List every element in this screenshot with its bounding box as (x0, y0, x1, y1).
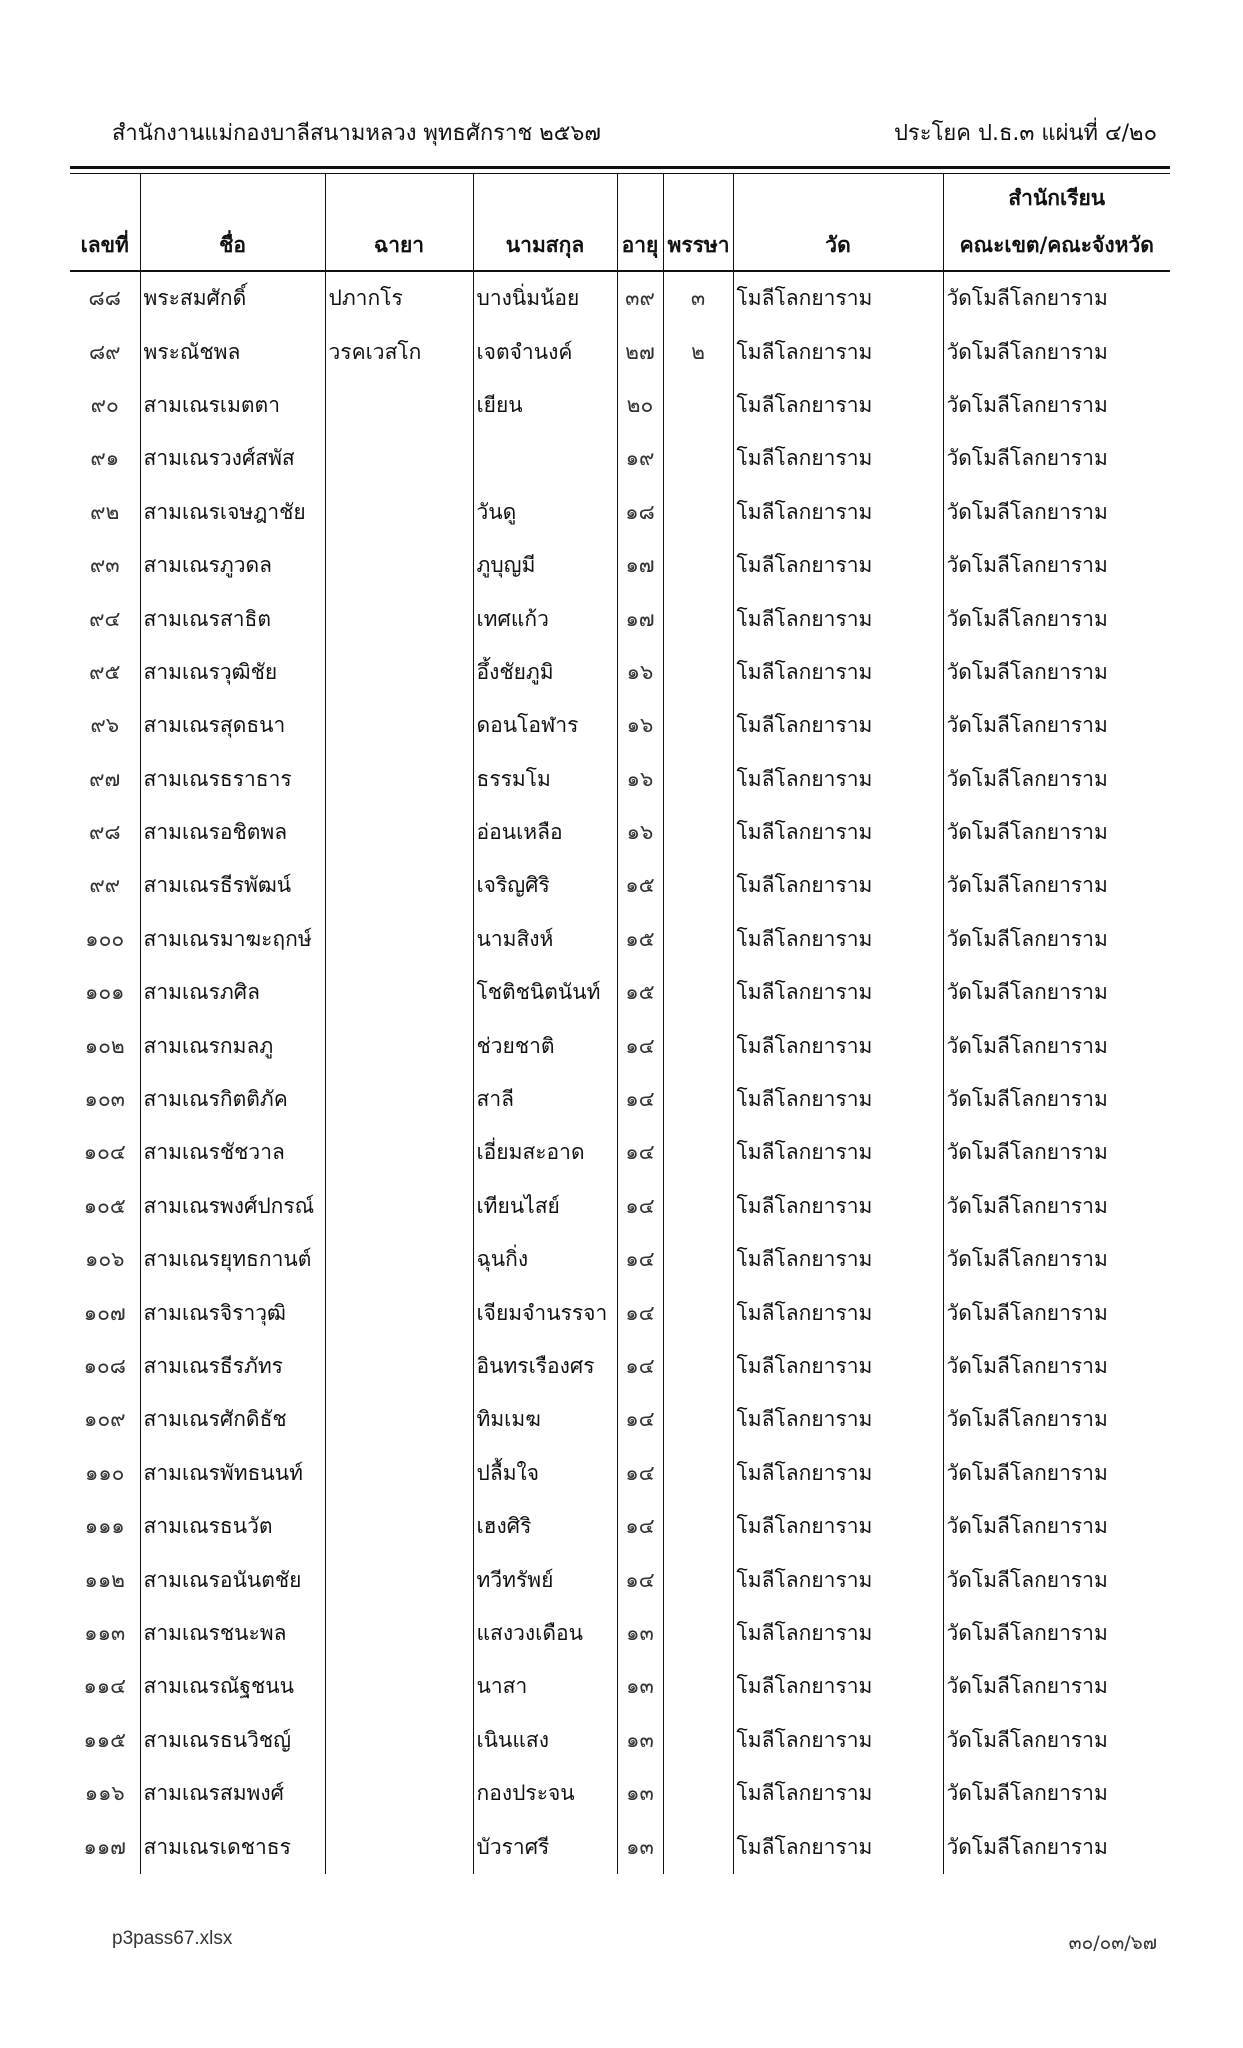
cell-school: วัดโมลีโลกยาราม (943, 646, 1170, 699)
cell-surname: ทิมเมฆ (473, 1393, 617, 1446)
cell-school: วัดโมลีโลกยาราม (943, 806, 1170, 859)
table-row (70, 592, 1170, 645)
cell-name: สามเณรชนะพล (140, 1607, 325, 1660)
col-header-no: เลขที่ (70, 174, 140, 272)
cell-age: ๑๓ (617, 1607, 663, 1660)
header-page-info: ประโยค ป.ธ.๓ แผ่นที่ ๔/๒๐ (893, 121, 1157, 146)
cell-no: ๑๐๙ (83, 1407, 126, 1432)
cell-surname: เจียมจำนรรจา (473, 1286, 617, 1339)
table-row (70, 539, 1170, 592)
cell-school: วัดโมลีโลกยาราม (943, 966, 1170, 1019)
cell-name: พระณัชพล (140, 325, 325, 378)
cell-pansa (663, 859, 733, 912)
cell-school: วัดโมลีโลกยาราม (943, 1714, 1170, 1767)
cell-age: ๑๖ (617, 806, 663, 859)
cell-name: สามเณรยุทธกานต์ (140, 1233, 325, 1286)
cell-wat: โมลีโลกยาราม (733, 1714, 943, 1767)
table-row (70, 1126, 1170, 1179)
table-row (70, 1607, 1170, 1660)
cell-no: ๑๑๓ (84, 1620, 126, 1645)
cell-wat: โมลีโลกยาราม (733, 271, 943, 325)
cell-school: วัดโมลีโลกยาราม (943, 379, 1170, 432)
table-row (70, 859, 1170, 912)
cell-wat: โมลีโลกยาราม (733, 1500, 943, 1553)
cell-chaya (325, 1233, 473, 1286)
cell-age: ๑๓ (617, 1767, 663, 1820)
cell-wat: โมลีโลกยาราม (733, 1447, 943, 1500)
footer-date: ๓๐/๐๓/๖๗ (1068, 1932, 1157, 1954)
cell-no: ๑๐๔ (83, 1140, 126, 1165)
cell-school: วัดโมลีโลกยาราม (943, 699, 1170, 752)
table-row (70, 1180, 1170, 1233)
cell-surname: วันดู (473, 486, 617, 539)
cell-school: วัดโมลีโลกยาราม (943, 1019, 1170, 1072)
cell-pansa: ๒ (663, 325, 733, 378)
cell-school: วัดโมลีโลกยาราม (943, 486, 1170, 539)
cell-wat: โมลีโลกยาราม (733, 1660, 943, 1713)
table-row (70, 1073, 1170, 1126)
cell-surname: ฉุนกิ่ง (473, 1233, 617, 1286)
cell-name: สามเณรภศิล (140, 966, 325, 1019)
cell-surname: เอี่ยมสะอาด (473, 1126, 617, 1179)
table-row (70, 1019, 1170, 1072)
table-row (70, 1233, 1170, 1286)
cell-school: วัดโมลีโลกยาราม (943, 1073, 1170, 1126)
cell-surname: โชติชนิตนันท์ (473, 966, 617, 1019)
cell-school: วัดโมลีโลกยาราม (943, 1286, 1170, 1339)
cell-no: ๑๐๕ (83, 1193, 126, 1218)
cell-chaya (325, 1340, 473, 1393)
cell-wat: โมลีโลกยาราม (733, 1340, 943, 1393)
cell-no: ๑๑๒ (84, 1567, 125, 1592)
col-header-age: อายุ (617, 174, 663, 272)
cell-school: วัดโมลีโลกยาราม (943, 753, 1170, 806)
cell-chaya (325, 753, 473, 806)
cell-age: ๑๔ (617, 1393, 663, 1446)
cell-school: วัดโมลีโลกยาราม (943, 1393, 1170, 1446)
cell-chaya (325, 859, 473, 912)
cell-no: ๙๔ (89, 606, 121, 631)
cell-name: สามเณรวงศ์สพัส (140, 432, 325, 485)
table-row (70, 1553, 1170, 1606)
cell-pansa (663, 1073, 733, 1126)
table-row (70, 1393, 1170, 1446)
cell-no: ๙๓ (89, 553, 120, 578)
cell-name: สามเณรธราธาร (140, 753, 325, 806)
cell-name: สามเณรเดชาธร (140, 1820, 325, 1873)
cell-surname: เจริญศิริ (473, 859, 617, 912)
cell-chaya (325, 432, 473, 485)
cell-chaya (325, 966, 473, 1019)
cell-age: ๑๙ (617, 432, 663, 485)
cell-name: สามเณรกิตติภัค (140, 1073, 325, 1126)
cell-age: ๑๔ (617, 1340, 663, 1393)
cell-no: ๙๘ (88, 820, 121, 845)
cell-wat: โมลีโลกยาราม (733, 539, 943, 592)
cell-no: ๑๐๘ (83, 1354, 126, 1378)
cell-no: ๑๐๐ (85, 926, 125, 951)
col-header-school-line1: สำนักเรียน (1008, 186, 1106, 210)
cell-no: ๙๐ (90, 392, 119, 417)
cell-surname: ช่วยชาติ (473, 1019, 617, 1072)
header-office-title: สำนักงานแม่กองบาลีสนามหลวง พุทธศักราช ๒๕๖๗ (112, 121, 601, 146)
cell-no: ๙๒ (90, 499, 120, 524)
table-header-row (70, 174, 1170, 272)
cell-no: ๑๑๑ (84, 1514, 125, 1539)
cell-pansa (663, 806, 733, 859)
cell-surname: ภูบุญมี (473, 539, 617, 592)
cell-surname: แสงวงเดือน (473, 1607, 617, 1660)
cell-age: ๑๔ (617, 1073, 663, 1126)
cell-age: ๓๙ (617, 271, 663, 325)
cell-no: ๙๕ (89, 659, 121, 684)
cell-no: ๑๑๗ (83, 1834, 126, 1859)
cell-chaya (325, 1393, 473, 1446)
cell-age: ๑๔ (617, 1019, 663, 1072)
cell-school: วัดโมลีโลกยาราม (943, 539, 1170, 592)
cell-school: วัดโมลีโลกยาราม (943, 1500, 1170, 1553)
cell-age: ๑๔ (617, 1500, 663, 1553)
cell-surname: เทศแก้ว (473, 592, 617, 645)
cell-wat: โมลีโลกยาราม (733, 1286, 943, 1339)
cell-no: ๘๘ (88, 286, 121, 311)
cell-age: ๒๗ (617, 325, 663, 378)
cell-age: ๑๔ (617, 1447, 663, 1500)
cell-surname: เฮงศิริ (473, 1500, 617, 1553)
cell-wat: โมลีโลกยาราม (733, 1233, 943, 1286)
col-header-pansa: พรรษา (663, 174, 733, 272)
cell-name: สามเณรภูวดล (140, 539, 325, 592)
cell-pansa (663, 592, 733, 645)
cell-name: สามเณรเจษฎาชัย (140, 486, 325, 539)
cell-chaya (325, 1126, 473, 1179)
cell-wat: โมลีโลกยาราม (733, 1019, 943, 1072)
cell-pansa (663, 1447, 733, 1500)
cell-chaya (325, 913, 473, 966)
col-header-school (943, 174, 1170, 272)
cell-no: ๙๗ (89, 766, 121, 791)
col-header-school-line2: คณะเขต/คณะจังหวัด (959, 233, 1154, 257)
cell-wat: โมลีโลกยาราม (733, 1393, 943, 1446)
cell-name: พระสมศักดิ์ (140, 271, 325, 325)
cell-name: สามเณรธีรพัฒน์ (140, 859, 325, 912)
cell-age: ๑๖ (617, 753, 663, 806)
results-table (70, 166, 1170, 1874)
cell-age: ๑๗ (617, 592, 663, 645)
table-row (70, 1447, 1170, 1500)
cell-no: ๙๑ (90, 446, 120, 471)
cell-name: สามเณรวุฒิชัย (140, 646, 325, 699)
cell-name: สามเณรมาฆะฤกษ์ (140, 913, 325, 966)
cell-no: ๑๑๖ (84, 1781, 125, 1806)
cell-no: ๑๑๔ (83, 1674, 127, 1699)
cell-chaya (325, 1767, 473, 1820)
table-row (70, 753, 1170, 806)
cell-surname: อินทรเรืองศร (473, 1340, 617, 1393)
cell-surname: บางนิ่มน้อย (473, 271, 617, 325)
cell-wat: โมลีโลกยาราม (733, 913, 943, 966)
cell-surname: อ่อนเหลือ (473, 806, 617, 859)
cell-chaya (325, 1714, 473, 1767)
table-row (70, 379, 1170, 432)
cell-school: วัดโมลีโลกยาราม (943, 1607, 1170, 1660)
cell-surname: ปลื้มใจ (473, 1447, 617, 1500)
table-row (70, 646, 1170, 699)
col-header-surname: นามสกุล (473, 174, 617, 272)
cell-age: ๑๔ (617, 1126, 663, 1179)
table-row (70, 1767, 1170, 1820)
cell-surname: เจตจำนงค์ (473, 325, 617, 378)
table-row (70, 1714, 1170, 1767)
cell-pansa (663, 699, 733, 752)
cell-pansa (663, 1607, 733, 1660)
cell-age: ๑๔ (617, 1286, 663, 1339)
cell-school: วัดโมลีโลกยาราม (943, 1767, 1170, 1820)
cell-surname: นามสิงห์ (473, 913, 617, 966)
cell-pansa (663, 1340, 733, 1393)
cell-no: ๑๑๐ (85, 1460, 125, 1485)
cell-age: ๑๕ (617, 859, 663, 912)
cell-no: ๑๐๗ (83, 1300, 126, 1325)
cell-pansa (663, 1500, 733, 1553)
cell-wat: โมลีโลกยาราม (733, 1820, 943, 1873)
cell-chaya (325, 379, 473, 432)
cell-name: สามเณรพงศ์ปกรณ์ (140, 1180, 325, 1233)
cell-name: สามเณรสมพงศ์ (140, 1767, 325, 1820)
footer-filename: p3pass67.xlsx (112, 1928, 233, 1949)
cell-pansa (663, 913, 733, 966)
cell-age: ๑๕ (617, 913, 663, 966)
cell-age: ๑๖ (617, 646, 663, 699)
table-row (70, 699, 1170, 752)
cell-chaya (325, 1286, 473, 1339)
cell-wat: โมลีโลกยาราม (733, 699, 943, 752)
cell-no: ๑๐๓ (84, 1087, 125, 1112)
cell-wat: โมลีโลกยาราม (733, 379, 943, 432)
cell-surname: ดอนโอฬาร (473, 699, 617, 752)
cell-surname: เยียน (473, 379, 617, 432)
cell-chaya (325, 1447, 473, 1500)
cell-school: วัดโมลีโลกยาราม (943, 859, 1170, 912)
cell-pansa (663, 1393, 733, 1446)
col-header-name: ชื่อ (140, 174, 325, 272)
cell-wat: โมลีโลกยาราม (733, 1553, 943, 1606)
table-row (70, 806, 1170, 859)
col-header-wat: วัด (733, 174, 943, 272)
cell-school: วัดโมลีโลกยาราม (943, 1126, 1170, 1179)
cell-pansa: ๓ (663, 271, 733, 325)
cell-pansa (663, 432, 733, 485)
cell-no: ๙๖ (90, 713, 120, 738)
table-row (70, 432, 1170, 485)
cell-chaya (325, 1019, 473, 1072)
table-row (70, 913, 1170, 966)
cell-surname: เทียนไสย์ (473, 1180, 617, 1233)
cell-no: ๑๐๖ (85, 1247, 125, 1272)
cell-chaya (325, 1660, 473, 1713)
cell-pansa (663, 1820, 733, 1873)
cell-name: สามเณรจิราวุฒิ (140, 1286, 325, 1339)
cell-pansa (663, 1714, 733, 1767)
cell-school: วัดโมลีโลกยาราม (943, 592, 1170, 645)
cell-pansa (663, 1233, 733, 1286)
cell-no: ๙๙ (89, 873, 121, 898)
table-row (70, 1820, 1170, 1873)
cell-wat: โมลีโลกยาราม (733, 486, 943, 539)
cell-wat: โมลีโลกยาราม (733, 1180, 943, 1233)
cell-chaya (325, 646, 473, 699)
cell-wat: โมลีโลกยาราม (733, 592, 943, 645)
cell-chaya (325, 699, 473, 752)
cell-school: วัดโมลีโลกยาราม (943, 325, 1170, 378)
cell-wat: โมลีโลกยาราม (733, 432, 943, 485)
cell-name: สามเณรอชิตพล (140, 806, 325, 859)
cell-wat: โมลีโลกยาราม (733, 966, 943, 1019)
cell-chaya: ปภากโร (325, 271, 473, 325)
cell-pansa (663, 1126, 733, 1179)
cell-name: สามเณรธนวิชญ์ (140, 1714, 325, 1767)
table-body (70, 271, 1170, 1874)
cell-name: สามเณรธีรภัทร (140, 1340, 325, 1393)
col-header-chaya: ฉายา (325, 174, 473, 272)
cell-wat: โมลีโลกยาราม (733, 1073, 943, 1126)
cell-pansa (663, 966, 733, 1019)
table-row (70, 1340, 1170, 1393)
cell-name: สามเณรสาธิต (140, 592, 325, 645)
cell-chaya (325, 1500, 473, 1553)
cell-chaya (325, 592, 473, 645)
cell-pansa (663, 1660, 733, 1713)
cell-chaya (325, 539, 473, 592)
cell-name: สามเณรสุดธนา (140, 699, 325, 752)
cell-chaya: วรคเวสโก (325, 325, 473, 378)
table-row (70, 966, 1170, 1019)
cell-name: สามเณรเมตตา (140, 379, 325, 432)
cell-wat: โมลีโลกยาราม (733, 806, 943, 859)
cell-age: ๒๐ (617, 379, 663, 432)
cell-chaya (325, 806, 473, 859)
table-row (70, 1500, 1170, 1553)
cell-no: ๑๐๑ (85, 980, 125, 1005)
cell-age: ๑๔ (617, 1233, 663, 1286)
cell-pansa (663, 1553, 733, 1606)
cell-surname: บัวราศรี (473, 1820, 617, 1873)
cell-age: ๑๓ (617, 1714, 663, 1767)
cell-school: วัดโมลีโลกยาราม (943, 1660, 1170, 1713)
cell-chaya (325, 1553, 473, 1606)
cell-age: ๑๘ (617, 486, 663, 539)
cell-name: สามเณรชัชวาล (140, 1126, 325, 1179)
cell-age: ๑๗ (617, 539, 663, 592)
cell-age: ๑๓ (617, 1820, 663, 1873)
cell-school: วัดโมลีโลกยาราม (943, 1180, 1170, 1233)
table-row (70, 1660, 1170, 1713)
cell-wat: โมลีโลกยาราม (733, 859, 943, 912)
cell-wat: โมลีโลกยาราม (733, 753, 943, 806)
cell-no: ๘๙ (88, 339, 121, 364)
cell-pansa (663, 753, 733, 806)
cell-pansa (663, 1019, 733, 1072)
cell-surname: สาลี (473, 1073, 617, 1126)
cell-surname: เนินแสง (473, 1714, 617, 1767)
cell-surname: กองประจน (473, 1767, 617, 1820)
table-row (70, 271, 1170, 325)
cell-name: สามเณรพัทธนนท์ (140, 1447, 325, 1500)
cell-chaya (325, 1073, 473, 1126)
cell-pansa (663, 1286, 733, 1339)
cell-pansa (663, 646, 733, 699)
cell-name: สามเณรธนวัต (140, 1500, 325, 1553)
cell-surname: ธรรมโม (473, 753, 617, 806)
cell-age: ๑๓ (617, 1660, 663, 1713)
cell-pansa (663, 379, 733, 432)
cell-chaya (325, 486, 473, 539)
cell-pansa (663, 486, 733, 539)
cell-name: สามเณรศักดิธัช (140, 1393, 325, 1446)
cell-age: ๑๔ (617, 1553, 663, 1606)
cell-age: ๑๕ (617, 966, 663, 1019)
cell-surname: อึ้งชัยภูมิ (473, 646, 617, 699)
cell-chaya (325, 1820, 473, 1873)
cell-wat: โมลีโลกยาราม (733, 646, 943, 699)
cell-name: สามเณรณัฐชนน (140, 1660, 325, 1713)
cell-wat: โมลีโลกยาราม (733, 1126, 943, 1179)
cell-school: วัดโมลีโลกยาราม (943, 1820, 1170, 1873)
cell-surname (473, 432, 617, 485)
cell-school: วัดโมลีโลกยาราม (943, 1447, 1170, 1500)
cell-age: ๑๖ (617, 699, 663, 752)
cell-age: ๑๔ (617, 1180, 663, 1233)
cell-surname: ทวีทรัพย์ (473, 1553, 617, 1606)
table-row (70, 1286, 1170, 1339)
cell-no: ๑๐๒ (84, 1033, 125, 1058)
cell-school: วัดโมลีโลกยาราม (943, 1233, 1170, 1286)
table-row (70, 486, 1170, 539)
cell-surname: นาสา (473, 1660, 617, 1713)
cell-pansa (663, 1180, 733, 1233)
cell-school: วัดโมลีโลกยาราม (943, 913, 1170, 966)
cell-wat: โมลีโลกยาราม (733, 1607, 943, 1660)
cell-school: วัดโมลีโลกยาราม (943, 271, 1170, 325)
cell-name: สามเณรอนันตชัย (140, 1553, 325, 1606)
cell-chaya (325, 1180, 473, 1233)
table-row (70, 325, 1170, 378)
cell-wat: โมลีโลกยาราม (733, 1767, 943, 1820)
cell-school: วัดโมลีโลกยาราม (943, 1553, 1170, 1606)
cell-chaya (325, 1607, 473, 1660)
cell-pansa (663, 1767, 733, 1820)
cell-school: วัดโมลีโลกยาราม (943, 432, 1170, 485)
cell-pansa (663, 539, 733, 592)
cell-no: ๑๑๕ (83, 1727, 127, 1752)
cell-wat: โมลีโลกยาราม (733, 325, 943, 378)
cell-name: สามเณรกมลภู (140, 1019, 325, 1072)
cell-school: วัดโมลีโลกยาราม (943, 1340, 1170, 1393)
